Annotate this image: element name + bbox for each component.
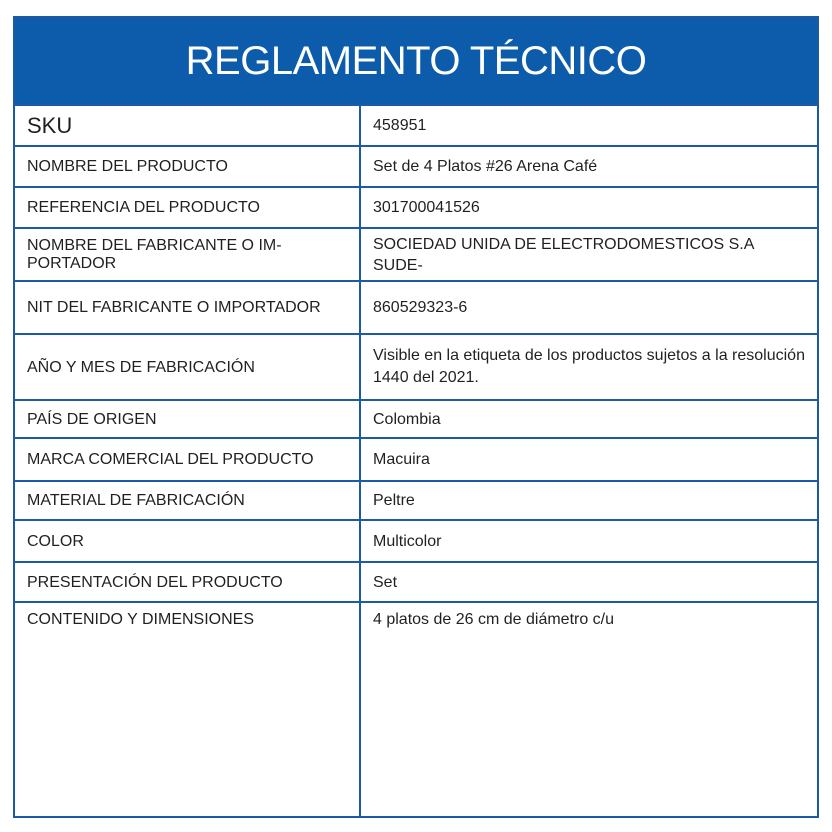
row-label: MARCA COMERCIAL DEL PRODUCTO [15,438,360,481]
row-value: SOCIEDAD UNIDA DE ELECTRODOMESTICOS S.A SUDE- [360,228,817,281]
technical-regulation-sheet [13,16,819,818]
spec-table [15,106,817,818]
row-value: Peltre [360,481,817,520]
row-label: SKU [15,106,360,146]
row-label: PRESENTACIÓN DEL PRODUCTO [15,562,360,602]
row-label: NIT DEL FABRICANTE O IMPORTADOR [15,281,360,334]
table-row [15,106,817,146]
row-value: Set [360,562,817,602]
row-value: 860529323-6 [360,281,817,334]
row-label: COLOR [15,520,360,562]
row-value: 4 platos de 26 cm de diámetro c/u [360,602,817,818]
table-row [15,281,817,334]
table-row [15,481,817,520]
row-label: REFERENCIA DEL PRODUCTO [15,187,360,228]
table-row [15,438,817,481]
row-value: Visible en la etiqueta de los productos sujetos a la resolución 1440 del 2021. [360,334,817,400]
row-value: Multicolor [360,520,817,562]
table-row [15,334,817,400]
row-label: MATERIAL DE FABRICACIÓN [15,481,360,520]
row-label: AÑO Y MES DE FABRICACIÓN [15,334,360,400]
row-value: Set de 4 Platos #26 Arena Café [360,146,817,187]
row-label: NOMBRE DEL FABRICANTE O IM- PORTADOR [15,228,360,281]
table-row [15,562,817,602]
table-row [15,146,817,187]
page-title: REGLAMENTO TÉCNICO [15,18,817,106]
table-row [15,187,817,228]
row-label: CONTENIDO Y DIMENSIONES [15,602,360,818]
row-label: PAÍS DE ORIGEN [15,400,360,438]
table-row [15,520,817,562]
row-value: Macuira [360,438,817,481]
table-row [15,400,817,438]
row-value: Colombia [360,400,817,438]
row-value: 458951 [360,106,817,146]
row-value: 301700041526 [360,187,817,228]
row-label: NOMBRE DEL PRODUCTO [15,146,360,187]
table-row [15,228,817,281]
table-row [15,602,817,818]
